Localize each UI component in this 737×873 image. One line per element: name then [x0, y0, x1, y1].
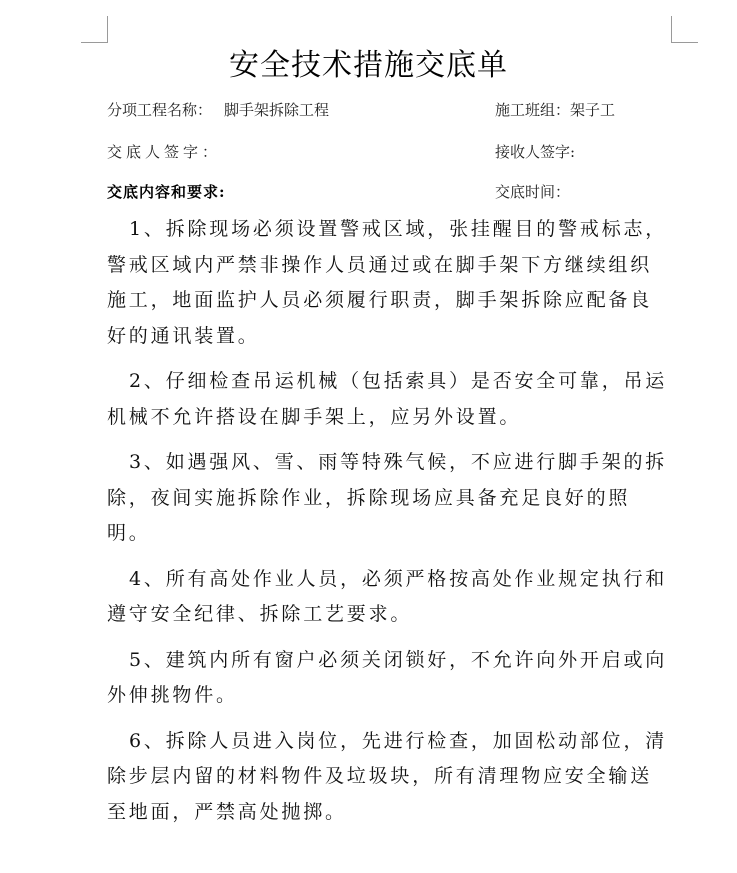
project-name-field [107, 100, 329, 120]
project-name-value: 脚手架拆除工程 [224, 101, 330, 119]
discloser-signature-label: 交底人签字： [107, 143, 222, 161]
document-title: 安全技术措施交底单 [229, 48, 508, 83]
receiver-signature-label: 接收人签字: [495, 143, 576, 161]
page-corner-mark-top-left [81, 16, 108, 43]
page-corner-mark-top-right [671, 16, 698, 43]
team-label: 施工班组： [495, 101, 571, 119]
content-requirements-label: 交底内容和要求: [107, 183, 226, 201]
paragraph-3: 3、如遇强风、雪、雨等特殊气候，不应进行脚手架的拆除，夜间实施拆除作业，拆除现场应具备充足良好的照明。 [107, 451, 668, 544]
paragraph-5: 5、建筑内所有窗户必须关闭锁好，不允许向外开启或向外伸挑物件。 [107, 648, 668, 706]
paragraph-6: 6、拆除人员进入岗位，先进行检查，加固松动部位，清除步层内留的材料物件及垃圾块，所有清理物应安全输送至地面，严禁高处抛掷。 [107, 729, 668, 823]
team-field [495, 100, 615, 120]
disclosure-time-label: 交底时间： [495, 183, 571, 201]
disclosure-content [107, 212, 672, 840]
paragraph-4: 4、所有高处作业人员，必须严格按高处作业规定执行和遵守安全纪律、拆除工艺要求。 [107, 567, 668, 625]
paragraph-2: 2、仔细检查吊运机械（包括索具）是否安全可靠，吊运机械不允许搭设在脚手架上，应另外设置。 [107, 370, 668, 428]
paragraph-1: 1、拆除现场必须设置警戒区域，张挂醒目的警戒标志，警戒区域内严禁非操作人员通过或在脚手架下方继续组织施工，地面监护人员必须履行职责，脚手架拆除应配备良好的通讯装置。 [107, 218, 668, 347]
team-value: 架子工 [570, 101, 616, 119]
project-name-label: 分项工程名称： [107, 101, 213, 119]
